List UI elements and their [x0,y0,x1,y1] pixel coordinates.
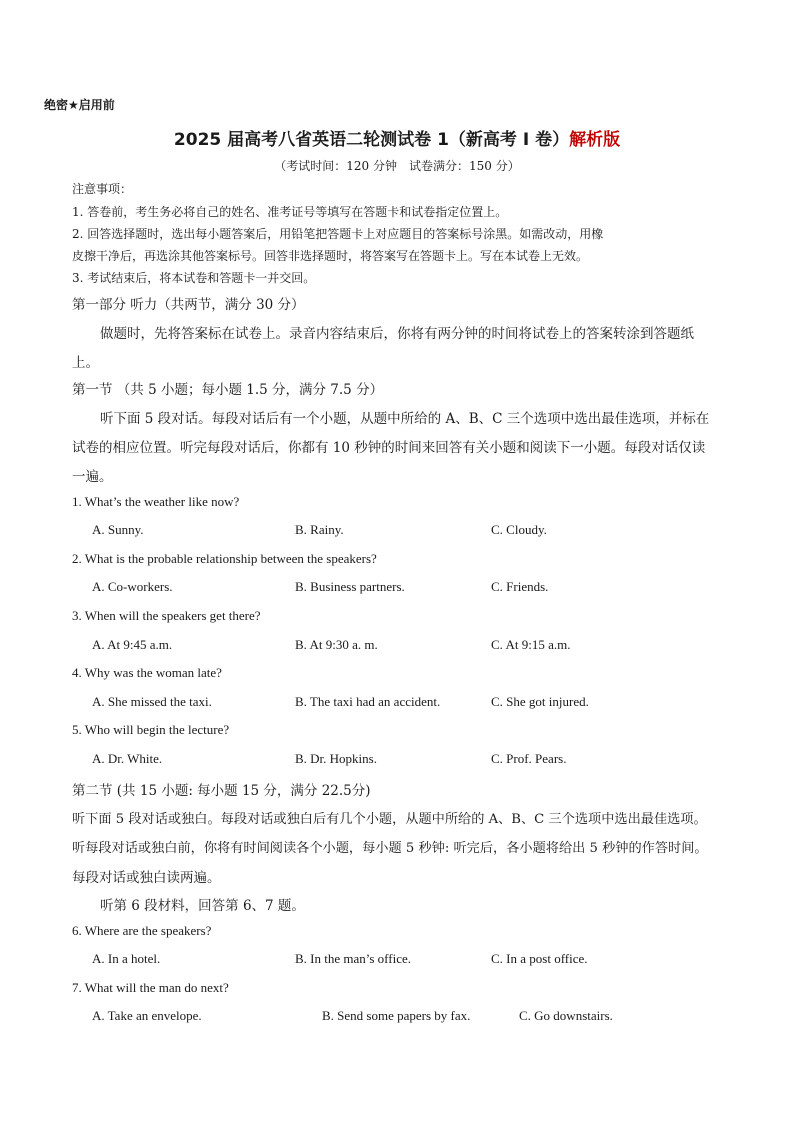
option-a: A. Sunny. [92,522,144,537]
title-highlight: 解析版 [569,130,621,150]
section1-instructions-cont: 一遍。 [72,469,113,485]
section1-heading: 第一节 （共 5 小题；每小题 1.5 分，满分 7.5 分） [72,382,384,398]
option-b: B. Business partners. [295,579,405,594]
note-item: 3. 考试结束后，将本试卷和答题卡一并交回。 [72,271,316,285]
exam-info: （考试时间：120 分钟 试卷满分：150 分） [274,159,520,173]
option-b: B. Send some papers by fax. [322,1008,471,1023]
option-a: A. Take an envelope. [92,1008,202,1023]
option-c: C. She got injured. [491,694,589,709]
section2-heading: 第二节 (共 15 小题: 每小题 15 分，满分 22.5分) [72,783,371,799]
section2-instructions-cont: 每段对话或独白读两遍。 [72,870,221,886]
material-prompt: 听第 6 段材料，回答第 6、7 题。 [100,898,305,914]
note-item: 2. 回答选择题时，选出每小题答案后，用铅笔把答题卡上对应题目的答案标号涂黑。如需改动，用橡 [72,227,604,241]
question-1: 1. What’s the weather like now? [72,494,240,509]
section1-instructions-cont: 试卷的相应位置。听完每段对话后，你都有 10 秒钟的时间来回答有关小题和阅读下一小题。每段对话仅读 [72,440,706,456]
option-c: C. Prof. Pears. [491,751,567,766]
part1-instructions-cont: 上。 [72,355,99,371]
question-6: 6. Where are the speakers? [72,923,212,938]
section1-instructions: 听下面 5 段对话。每段对话后有一个小题，从题中所给的 A、B、C 三个选项中选出最佳选项，并标在 [100,411,710,427]
question-4: 4. Why was the woman late? [72,665,222,680]
option-b: B. Rainy. [295,522,344,537]
option-a: A. Dr. White. [92,751,163,766]
option-b: B. Dr. Hopkins. [295,751,377,766]
option-a: A. At 9:45 a.m. [92,637,173,652]
option-c: C. Go downstairs. [519,1008,613,1023]
question-7: 7. What will the man do next? [72,980,229,995]
option-b: B. In the man’s office. [295,951,412,966]
option-c: C. In a post office. [491,951,588,966]
option-a: A. In a hotel. [92,951,161,966]
option-c: C. Cloudy. [491,522,547,537]
page-title [0,125,794,150]
note-item: 皮擦干净后，再选涂其他答案标号。回答非选择题时，将答案写在答题卡上。写在本试卷上无效。 [72,249,589,263]
note-item: 1. 答卷前，考生务必将自己的姓名、准考证号等填写在答题卡和试卷指定位置上。 [72,205,508,219]
question-3: 3. When will the speakers get there? [72,608,261,623]
option-b: B. At 9:30 a. m. [295,637,378,652]
option-b: B. The taxi had an accident. [295,694,441,709]
question-5: 5. Who will begin the lecture? [72,722,230,737]
section2-instructions: 听下面 5 段对话或独白。每段对话或独白后有几个小题，从题中所给的 A、B、C 三个选项中选出最佳选项。 [72,812,707,827]
part1-heading: 第一部分 听力（共两节，满分 30 分） [72,297,305,313]
option-a: A. She missed the taxi. [92,694,212,709]
secret-mark: 绝密★启用前 [44,98,115,112]
question-2: 2. What is the probable relationship between the speakers? [72,551,377,566]
notes-heading: 注意事项： [72,182,133,196]
option-c: C. Friends. [491,579,549,594]
option-c: C. At 9:15 a.m. [491,637,571,652]
section2-instructions-cont: 听每段对话或独白前，你将有时间阅读各个小题，每小题 5 秒钟: 听完后，各小题将给出 5 秒钟的作答时间。 [72,841,708,856]
option-a: A. Co-workers. [92,579,173,594]
title-main: 2025 届高考八省英语二轮测试卷 1（新高考 I 卷） [173,130,570,150]
part1-instructions: 做题时，先将答案标在试卷上。录音内容结束后，你将有两分钟的时间将试卷上的答案转涂到答题纸 [100,326,694,342]
